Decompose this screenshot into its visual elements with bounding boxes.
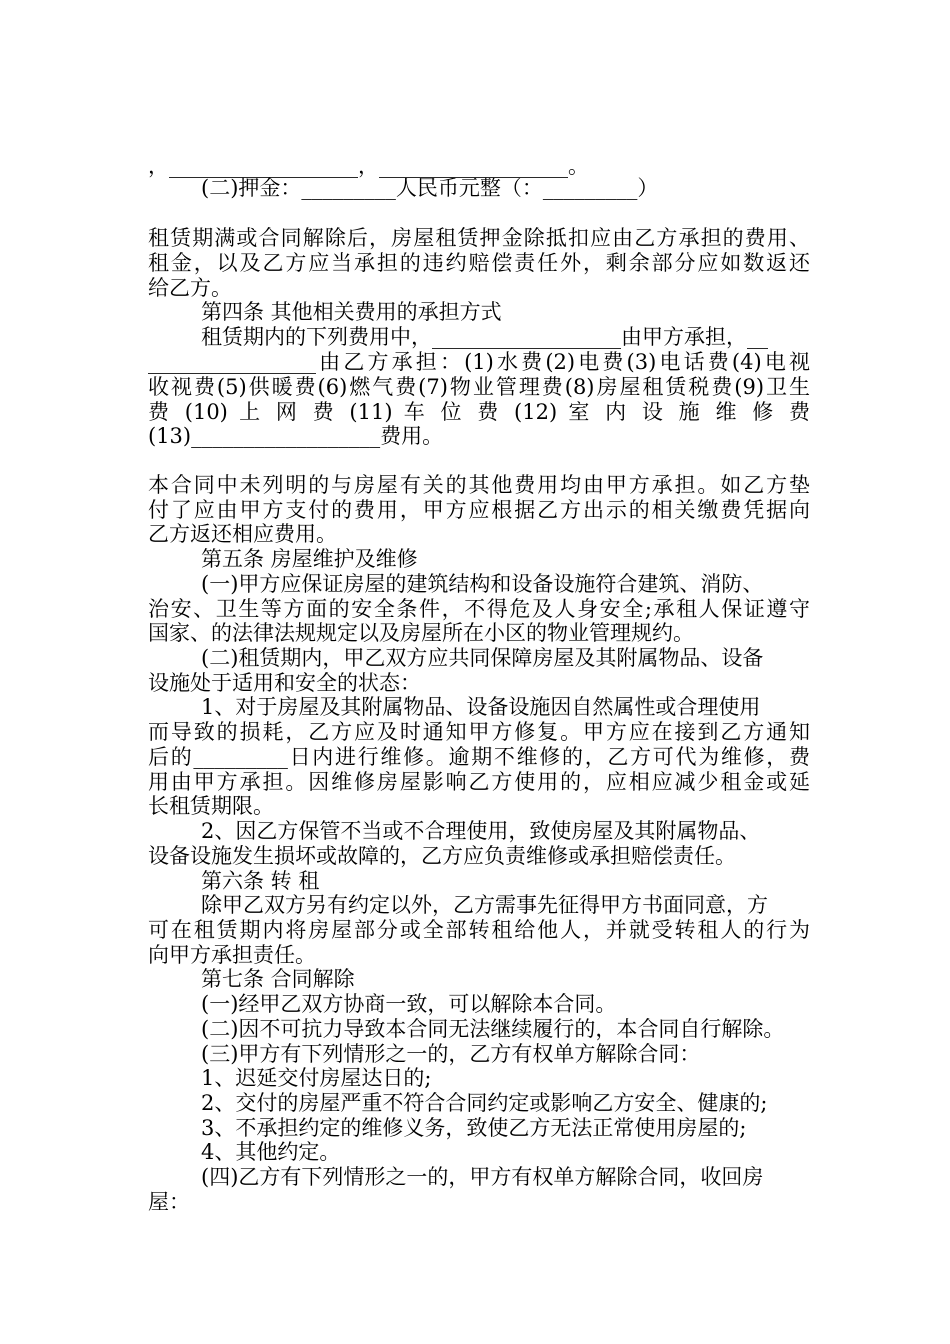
maintenance-item-1: 后的_________日内进行维修。逾期不维修的，乙方可代为维修，费	[148, 745, 810, 769]
termination-clause-1: (一)经甲乙双方协商一致，可以解除本合同。	[201, 992, 617, 1016]
maintenance-item-1: 1、对于房屋及其附属物品、设备设施因自然属性或合理使用	[201, 695, 761, 719]
maintenance-item-2: 设备设施发生损坏或故障的，乙方应负责维修或承担赔偿责任。	[148, 844, 736, 868]
termination-clause-4: (四)乙方有下列情形之一的，甲方有权单方解除合同，收回房	[201, 1165, 764, 1189]
deposit-return-paragraph: 给乙方。	[148, 276, 232, 300]
sublease-paragraph: 可在租赁期内将房屋部分或全部转租给他人，并就受转租人的行为	[148, 918, 810, 942]
maintenance-clause-1: 国家、的法律法规规定以及房屋所在小区的物业管理规约。	[148, 621, 694, 645]
maintenance-clause-1: (一)甲方应保证房屋的建筑结构和设备设施符合建筑、消防、	[201, 572, 764, 596]
termination-item: 3、不承担约定的维修义务，致使乙方无法正常使用房屋的;	[201, 1116, 747, 1140]
deposit-return-paragraph: 租金，以及乙方应当承担的违约赔偿责任外，剩余部分应如数返还	[148, 251, 810, 275]
maintenance-item-1: 而导致的损耗，乙方应及时通知甲方修复。甲方应在接到乙方通知	[148, 720, 810, 744]
sublease-paragraph: 除甲乙双方另有约定以外，乙方需事先征得甲方书面同意，方	[201, 893, 768, 917]
maintenance-item-1: 用由甲方承担。因维修房屋影响乙方使用的，应相应减少租金或延	[148, 770, 810, 794]
termination-clause-4: 屋：	[148, 1190, 190, 1214]
article-7-heading: 第七条 合同解除	[201, 967, 355, 991]
fees-paragraph: (13)__________________费用。	[148, 424, 444, 448]
other-fees-paragraph: 付了应由甲方支付的费用，甲方应根据乙方出示的相关缴费凭据向	[148, 498, 810, 522]
fee-blanks-line: ，__________________，__________________。	[148, 154, 589, 178]
fees-paragraph: 费 (10) 上 网 费 (11) 车 位 费 (12) 室 内 设 施 维 修 费	[148, 400, 810, 424]
maintenance-clause-2: (二)租赁期内，甲乙双方应共同保障房屋及其附属物品、设备	[201, 646, 764, 670]
termination-item: 4、其他约定。	[201, 1140, 341, 1164]
termination-item: 2、交付的房屋严重不符合合同约定或影响乙方安全、健康的;	[201, 1091, 768, 1115]
deposit-return-paragraph: 租赁期满或合同解除后，房屋租赁押金除抵扣应由乙方承担的费用、	[148, 226, 810, 250]
other-fees-paragraph: 本合同中未列明的与房屋有关的其他费用均由甲方承担。如乙方垫	[148, 473, 810, 497]
maintenance-clause-2: 设施处于适用和安全的状态：	[148, 671, 421, 695]
deposit-line: (二)押金：_________人民币元整（：_________）	[201, 176, 659, 200]
maintenance-clause-1: 治安、卫生等方面的安全条件，不得危及人身安全;承租人保证遵守	[148, 597, 810, 621]
sublease-paragraph: 向甲方承担责任。	[148, 943, 316, 967]
article-4-heading: 第四条 其他相关费用的承担方式	[201, 300, 502, 324]
termination-item: 1、迟延交付房屋达日的;	[201, 1066, 432, 1090]
termination-clause-3: (三)甲方有下列情形之一的，乙方有权单方解除合同：	[201, 1042, 701, 1066]
article-5-heading: 第五条 房屋维护及维修	[201, 547, 418, 571]
termination-clause-2: (二)因不可抗力导致本合同无法继续履行的，本合同自行解除。	[201, 1017, 785, 1041]
other-fees-paragraph: 乙方返还相应费用。	[148, 522, 337, 546]
fees-paragraph: ________________由乙方承担：(1)水费(2)电费(3)电话费(4)电视	[148, 350, 810, 374]
fees-paragraph: 收视费(5)供暖费(6)燃气费(7)物业管理费(8)房屋租赁税费(9)卫生	[148, 375, 810, 399]
maintenance-item-1: 长租赁期限。	[148, 794, 274, 818]
maintenance-item-2: 2、因乙方保管不当或不合理使用，致使房屋及其附属物品、	[201, 819, 761, 843]
article-6-heading: 第六条 转 租	[201, 869, 320, 893]
fees-paragraph: 租赁期内的下列费用中，__________________由甲方承担，__	[201, 325, 768, 349]
